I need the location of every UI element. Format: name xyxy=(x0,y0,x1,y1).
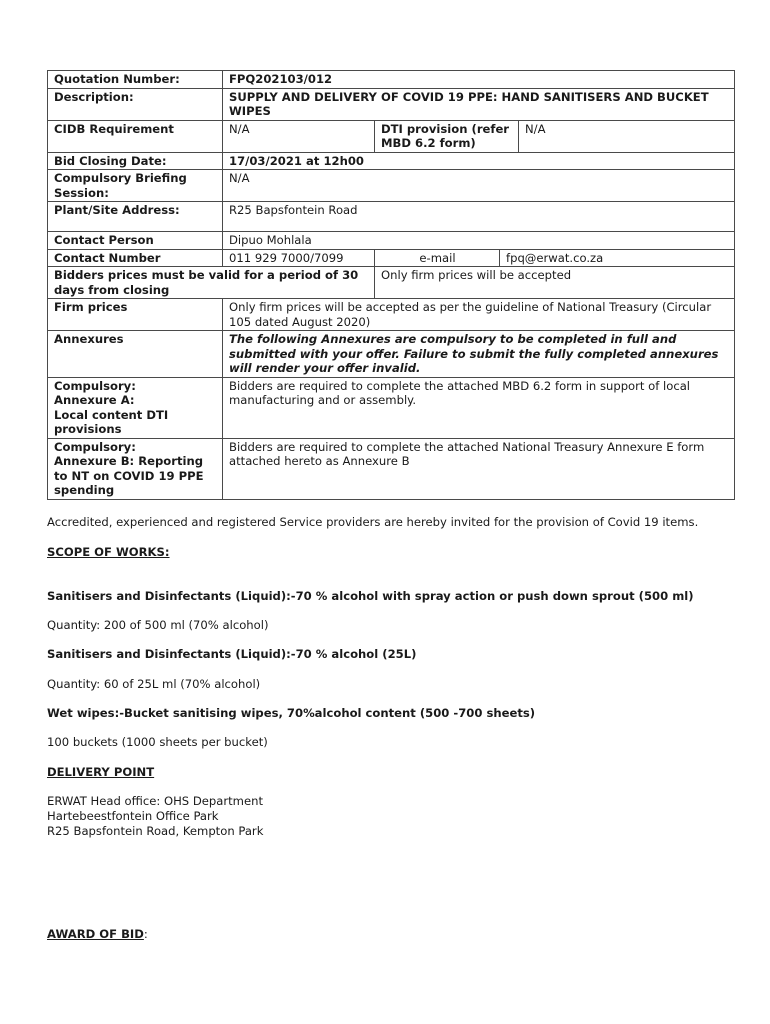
annexure-a-title: Annexure A: xyxy=(54,393,135,407)
price-validity-label: Bidders prices must be valid for a period of 30 days from closing xyxy=(48,267,375,299)
annexure-a-compulsory: Compulsory: xyxy=(54,378,136,393)
briefing-session-value: N/A xyxy=(223,170,735,202)
item3-quantity: 100 buckets (1000 sheets per bucket) xyxy=(47,735,268,749)
row-quotation-number xyxy=(48,71,735,89)
annexures-label: Annexures xyxy=(48,331,223,378)
row-bid-closing xyxy=(48,152,735,170)
row-site-address xyxy=(48,202,735,232)
cidb-value: N/A xyxy=(223,120,375,152)
row-annexure-a xyxy=(48,377,735,438)
row-annexures xyxy=(48,331,735,378)
row-contact-number xyxy=(48,249,735,267)
site-address-label: Plant/Site Address: xyxy=(48,202,223,232)
delivery-address-line2: Hartebeestfontein Office Park xyxy=(47,809,219,823)
row-price-validity xyxy=(48,267,735,299)
annexure-a-value: Bidders are required to complete the attached MBD 6.2 form in support of local manufacturing and or assembly. xyxy=(223,377,735,438)
item2-quantity: Quantity: 60 of 25L ml (70% alcohol) xyxy=(47,677,261,691)
row-contact-person xyxy=(48,232,735,250)
contact-number-label: Contact Number xyxy=(48,249,223,267)
description-label: Description: xyxy=(48,88,223,120)
description-value: SUPPLY AND DELIVERY OF COVID 19 PPE: HAND SANITISERS AND BUCKET WIPES xyxy=(223,88,735,120)
briefing-session-label: Compulsory Briefing Session: xyxy=(48,170,223,202)
item1-quantity: Quantity: 200 of 500 ml (70% alcohol) xyxy=(47,618,269,632)
email-label: e-mail xyxy=(375,249,500,267)
annexure-b-title: Annexure B: Reporting to NT on COVID 19 PPE spending xyxy=(54,454,204,497)
site-address-value: R25 Bapsfontein Road xyxy=(223,202,735,232)
quotation-number-value: FPQ202103/012 xyxy=(223,71,735,89)
item2-title: Sanitisers and Disinfectants (Liquid):-70 % alcohol (25L) xyxy=(47,647,417,661)
row-briefing-session xyxy=(48,170,735,202)
dti-label: DTI provision (refer MBD 6.2 form) xyxy=(375,120,519,152)
intro-paragraph: Accredited, experienced and registered Service providers are hereby invited for the provision of Covid 19 items. xyxy=(47,515,699,529)
annexure-a-label xyxy=(48,377,223,438)
contact-number-value: 011 929 7000/7099 xyxy=(223,249,375,267)
annexure-b-value: Bidders are required to complete the attached National Treasury Annexure E form attached hereto as Annexure B xyxy=(223,438,735,499)
award-heading-line xyxy=(47,927,148,942)
row-firm-prices xyxy=(48,299,735,331)
contact-person-value: Dipuo Mohlala xyxy=(223,232,735,250)
award-heading: AWARD OF BID xyxy=(47,927,144,941)
bid-closing-label: Bid Closing Date: xyxy=(48,152,223,170)
tender-info-table xyxy=(47,70,735,500)
award-colon: : xyxy=(143,927,148,941)
row-annexure-b xyxy=(48,438,735,499)
firm-prices-value: Only firm prices will be accepted as per the guideline of National Treasury (Circular 105 dated August 2020) xyxy=(223,299,735,331)
item1-title: Sanitisers and Disinfectants (Liquid):-70 % alcohol with spray action or push down sprout (500 ml) xyxy=(47,589,694,603)
annexure-a-subtitle: Local content DTI provisions xyxy=(54,407,169,436)
email-value: fpq@erwat.co.za xyxy=(500,249,735,267)
annexure-b-label xyxy=(48,438,223,499)
scope-heading: SCOPE OF WORKS: xyxy=(47,545,170,559)
price-validity-value: Only firm prices will be accepted xyxy=(375,267,735,299)
delivery-heading: DELIVERY POINT xyxy=(47,765,155,779)
firm-prices-label: Firm prices xyxy=(48,299,223,331)
contact-person-label: Contact Person xyxy=(48,232,223,250)
delivery-address-line1: ERWAT Head office: OHS Department xyxy=(47,794,263,808)
item3-title: Wet wipes:-Bucket sanitising wipes, 70%alcohol content (500 -700 sheets) xyxy=(47,706,536,720)
annexure-b-compulsory: Compulsory: xyxy=(54,439,136,454)
dti-value: N/A xyxy=(519,120,735,152)
delivery-address-line3: R25 Bapsfontein Road, Kempton Park xyxy=(47,824,264,838)
annexures-value: The following Annexures are compulsory to be completed in full and submitted with your offer. Failure to submit the fully completed annexures will render your offer invalid. xyxy=(223,331,735,378)
row-cidb xyxy=(48,120,735,152)
cidb-label: CIDB Requirement xyxy=(48,120,223,152)
bid-closing-value: 17/03/2021 at 12h00 xyxy=(223,152,735,170)
quotation-number-label: Quotation Number: xyxy=(48,71,223,89)
row-description xyxy=(48,88,735,120)
